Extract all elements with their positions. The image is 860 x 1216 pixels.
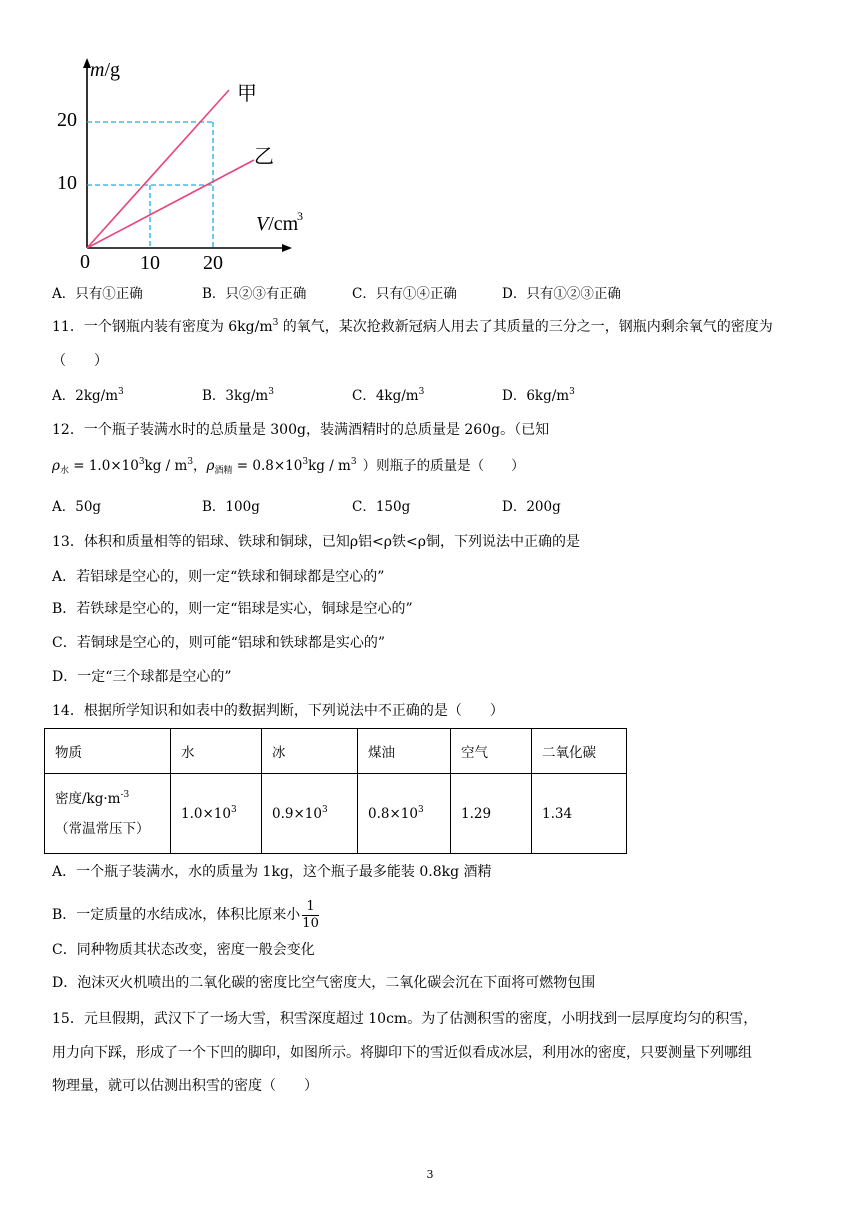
q12-stem: 12．一个瓶子装满水时的总质量是 300g，装满酒精时的总质量是 260g。（已知 [52,422,550,438]
q14-option-a[interactable]: A．一个瓶子装满水，水的质量为 1kg，这个瓶子最多能装 0.8kg 酒精 [52,864,492,880]
q14-option-d[interactable]: D．泡沫灭火机喷出的二氧化碳的密度比空气密度大，二氧化碳会沉在下面将可燃物包围 [52,975,596,991]
q11-stem: 11．一个钢瓶内装有密度为 $6kg/m^3$ 的氧气，某次抢救新冠病人用去了其质量的三分之一，钢瓶内剩余氧气的密度为 [52,318,773,335]
q11-stem-paren: （ ） [52,353,108,369]
q13-option-a[interactable]: A．若铝球是空心的，则一定“铁球和铜球都是空心的” [52,569,385,585]
q15-line-3: 物理量，就可以估测出积雪的密度（ ） [52,1078,318,1094]
q14-stem: 14．根据所学知识和如表中的数据判断，下列说法中不正确的是（ ） [52,703,504,719]
table-row-label: 密度$/kg\cdot m^{-3}$ （常温常压下） [45,774,171,854]
q12-option-a[interactable]: A．50g [52,499,102,515]
y-tick-20: 20 [57,109,77,131]
q10-option-c[interactable]: C．只有①④正确 [352,286,457,302]
table-row [45,774,627,854]
table-cell-ice: $0.9\times 10^3$ [262,774,358,854]
page-number: 3 [426,1168,434,1181]
y-tick-10: 10 [57,172,77,194]
q13-option-d[interactable]: D．一定“三个球都是空心的” [52,669,232,685]
x-axis-arrow [282,244,292,252]
q10-option-a[interactable]: A．只有①正确 [52,286,143,302]
q11-option-c[interactable]: C．$4kg/m^3$ [352,387,425,404]
x-tick-10: 10 [140,252,160,274]
q12-option-c[interactable]: C．150g [352,499,411,515]
q13-stem: 13．体积和质量相等的铝球、铁球和铜球，已知ρ铝<ρ铁<ρ铜，下列说法中正确的是 [52,534,580,550]
label-jia: 甲 [237,83,257,105]
q11-option-d[interactable]: D．$6kg/m^3$ [502,387,575,404]
table-cell-water: $1.0\times 10^3$ [171,774,262,854]
table-header-cell: 二氧化碳 [532,729,627,774]
fraction-one-tenth: $\frac{1}{10}$ [302,898,319,931]
q10-option-d[interactable]: D．只有①②③正确 [502,286,621,302]
q15-line-2: 用力向下踩，形成了一个下凹的脚印，如图所示。将脚印下的雪近似看成冰层，利用冰的密度，只要测量下列哪组 [52,1045,752,1061]
table-header-cell: 煤油 [358,729,451,774]
x-label-exp: 3 [297,209,303,223]
q13-option-b[interactable]: B．若铁球是空心的，则一定“铝球是实心，铜球是空心的” [52,601,413,617]
q11-option-a[interactable]: A．$2kg/m^3$ [52,387,124,404]
q12-formula: $\rho_水 = 1.0\times 10^3kg / m^3$，$\rho_{酒精} = 0.8\times 10^3kg / m^3$ ）则瓶子的质量是（ ） [52,457,525,476]
table-header-cell: 水 [171,729,262,774]
q12-option-b[interactable]: B．100g [202,499,260,515]
q13-option-c[interactable]: C．若铜球是空心的，则可能“铝球和铁球都是实心的” [52,635,386,651]
y-label: m/g [90,59,121,81]
table-cell-kerosene: $0.8\times 10^3$ [358,774,451,854]
q12-option-d[interactable]: D．200g [502,499,561,515]
origin-label: 0 [80,251,90,273]
label-yi: 乙 [254,146,274,168]
q14-option-c[interactable]: C．同种物质其状态改变，密度一般会变化 [52,942,315,958]
table-cell-co2: 1.34 [532,774,627,854]
line-jia [87,90,229,248]
q11-option-b[interactable]: B．$3kg/m^3$ [202,387,274,404]
table-cell-air: 1.29 [451,774,532,854]
x-label: V/cm [256,213,299,235]
table-header-row [45,729,627,774]
x-tick-20: 20 [203,252,223,274]
q15-line-1: 15．元旦假期，武汉下了一场大雪，积雪深度超过 10cm。为了估测积雪的密度，小明找到一层厚度均匀的积雪， [52,1011,758,1027]
q14-option-b[interactable]: B．一定质量的水结成冰，体积比原来小 $\frac{1}{10}$ [52,898,319,931]
mass-volume-graph [50,52,330,278]
line-yi [87,160,254,248]
table-header-cell: 空气 [451,729,532,774]
density-table [44,728,627,854]
table-header-cell: 物质 [45,729,171,774]
table-header-cell: 冰 [262,729,358,774]
q10-option-b[interactable]: B．只②③有正确 [202,286,307,302]
